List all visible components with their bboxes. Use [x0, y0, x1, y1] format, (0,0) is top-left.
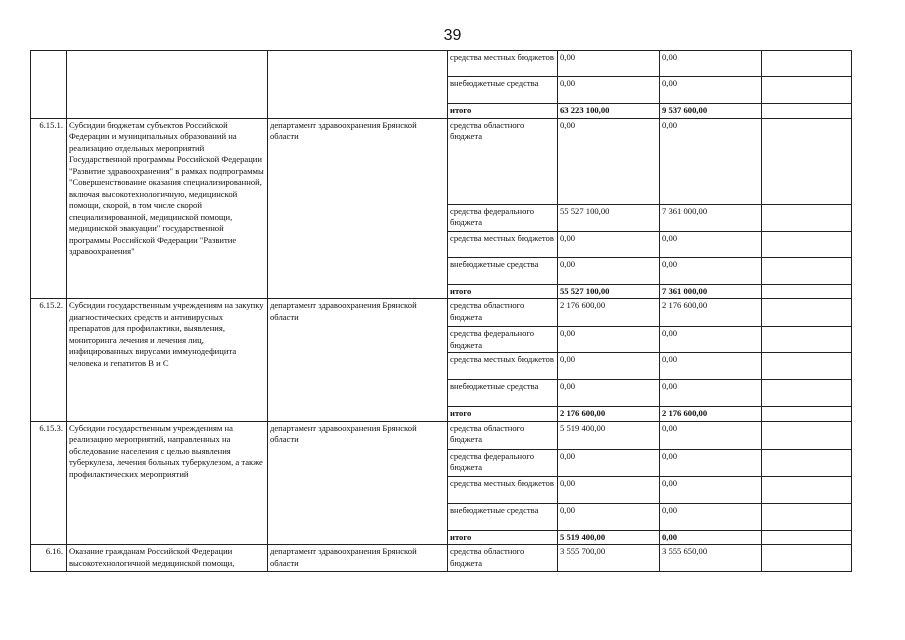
- amount-2: 3 555 650,00: [660, 545, 762, 572]
- item-executor: департамент здравоохранения Брянской области: [268, 299, 448, 422]
- item-code: 6.15.1.: [31, 118, 67, 299]
- funding-source: средства местных бюджетов: [448, 476, 558, 503]
- empty-cell: [762, 231, 852, 257]
- funding-source: средства федерального бюджета: [448, 449, 558, 476]
- empty-cell: [762, 421, 852, 449]
- amount-1: 0,00: [558, 449, 660, 476]
- amount-2: 0,00: [660, 118, 762, 204]
- amount-2: 9 537 600,00: [660, 104, 762, 119]
- item-code: 6.16.: [31, 545, 67, 572]
- item-name: Субсидии государственным учреждениям на реализацию мероприятий, направленных на обследование населения с целью выявления туберкулеза, лечения больных туберкулезом, а также профилактических мероприятий: [67, 421, 268, 545]
- item-executor: [268, 51, 448, 119]
- empty-cell: [762, 51, 852, 77]
- amount-2: 0,00: [660, 327, 762, 353]
- funding-source: средства местных бюджетов: [448, 353, 558, 380]
- table-row: [31, 299, 852, 327]
- amount-1: 3 555 700,00: [558, 545, 660, 572]
- funding-source: средства федерального бюджета: [448, 327, 558, 353]
- amount-2: 0,00: [660, 503, 762, 530]
- item-name: [67, 51, 268, 119]
- page-number: 39: [443, 27, 462, 44]
- empty-cell: [762, 77, 852, 104]
- funding-source: итого: [448, 407, 558, 422]
- amount-2: 2 176 600,00: [660, 407, 762, 422]
- item-name: Субсидии бюджетам субъектов Российской Федерации и муниципальных образований на реализацию отдельных мероприятий Государственной программы Российской Федерации "Развитие здравоохранения" в рамках подпрограммы "Совершенствование оказания специализированной, включая высокотехнологичную, медицинской помощи, скорой, в том числе скорой специализированной, медицинской помощи, медицинской эвакуации" государственной программы Российской Федерации "Развитие здравоохранения": [67, 118, 268, 299]
- amount-2: 7 361 000,00: [660, 204, 762, 231]
- amount-1: 0,00: [558, 503, 660, 530]
- item-code: 6.15.2.: [31, 299, 67, 422]
- amount-1: 0,00: [558, 231, 660, 257]
- empty-cell: [762, 118, 852, 204]
- funding-source: внебюджетные средства: [448, 257, 558, 284]
- empty-cell: [762, 503, 852, 530]
- amount-1: 2 176 600,00: [558, 407, 660, 422]
- empty-cell: [762, 530, 852, 545]
- item-executor: департамент здравоохранения Брянской области: [268, 545, 448, 572]
- table-row: [31, 545, 852, 572]
- funding-source: средства местных бюджетов: [448, 231, 558, 257]
- funding-source: итого: [448, 530, 558, 545]
- item-executor: департамент здравоохранения Брянской области: [268, 118, 448, 299]
- amount-1: 0,00: [558, 353, 660, 380]
- amount-1: 0,00: [558, 118, 660, 204]
- funding-source: внебюджетные средства: [448, 380, 558, 407]
- empty-cell: [762, 104, 852, 119]
- amount-2: 0,00: [660, 51, 762, 77]
- amount-1: 55 527 100,00: [558, 204, 660, 231]
- amount-1: 5 519 400,00: [558, 421, 660, 449]
- amount-1: 0,00: [558, 257, 660, 284]
- funding-source: итого: [448, 104, 558, 119]
- amount-1: 2 176 600,00: [558, 299, 660, 327]
- funding-source: средства областного бюджета: [448, 118, 558, 204]
- amount-1: 0,00: [558, 327, 660, 353]
- funding-source: средства областного бюджета: [448, 421, 558, 449]
- funding-source: внебюджетные средства: [448, 503, 558, 530]
- table-row: [31, 421, 852, 449]
- empty-cell: [762, 449, 852, 476]
- amount-2: 0,00: [660, 231, 762, 257]
- funding-source: средства областного бюджета: [448, 299, 558, 327]
- empty-cell: [762, 327, 852, 353]
- empty-cell: [762, 407, 852, 422]
- empty-cell: [762, 204, 852, 231]
- item-name: Оказание гражданам Российской Федерации высокотехнологичной медицинской помощи,: [67, 545, 268, 572]
- empty-cell: [762, 545, 852, 572]
- amount-1: 0,00: [558, 77, 660, 104]
- amount-2: 7 361 000,00: [660, 284, 762, 299]
- empty-cell: [762, 257, 852, 284]
- amount-2: 0,00: [660, 77, 762, 104]
- item-code: [31, 51, 67, 119]
- item-name: Субсидии государственным учреждениям на закупку диагностических средств и антивирусных препаратов для профилактики, выявления, мониторинга лечения и лечения лиц, инфицированных вирусами иммунодефицита человека и гепатитов В и С: [67, 299, 268, 422]
- amount-2: 0,00: [660, 530, 762, 545]
- amount-1: 0,00: [558, 51, 660, 77]
- amount-2: 0,00: [660, 449, 762, 476]
- amount-2: 0,00: [660, 421, 762, 449]
- funding-source: средства федерального бюджета: [448, 204, 558, 231]
- empty-cell: [762, 476, 852, 503]
- amount-1: 0,00: [558, 380, 660, 407]
- funding-source: внебюджетные средства: [448, 77, 558, 104]
- table-row: [31, 118, 852, 204]
- amount-2: 0,00: [660, 476, 762, 503]
- amount-1: 63 223 100,00: [558, 104, 660, 119]
- empty-cell: [762, 353, 852, 380]
- empty-cell: [762, 284, 852, 299]
- amount-2: 2 176 600,00: [660, 299, 762, 327]
- amount-1: 55 527 100,00: [558, 284, 660, 299]
- funding-source: средства областного бюджета: [448, 545, 558, 572]
- table-row: [31, 51, 852, 77]
- amount-2: 0,00: [660, 353, 762, 380]
- budget-table: [30, 50, 852, 572]
- empty-cell: [762, 299, 852, 327]
- amount-2: 0,00: [660, 257, 762, 284]
- amount-1: 5 519 400,00: [558, 530, 660, 545]
- amount-2: 0,00: [660, 380, 762, 407]
- amount-1: 0,00: [558, 476, 660, 503]
- empty-cell: [762, 380, 852, 407]
- funding-source: итого: [448, 284, 558, 299]
- item-code: 6.15.3.: [31, 421, 67, 545]
- item-executor: департамент здравоохранения Брянской области: [268, 421, 448, 545]
- funding-source: средства местных бюджетов: [448, 51, 558, 77]
